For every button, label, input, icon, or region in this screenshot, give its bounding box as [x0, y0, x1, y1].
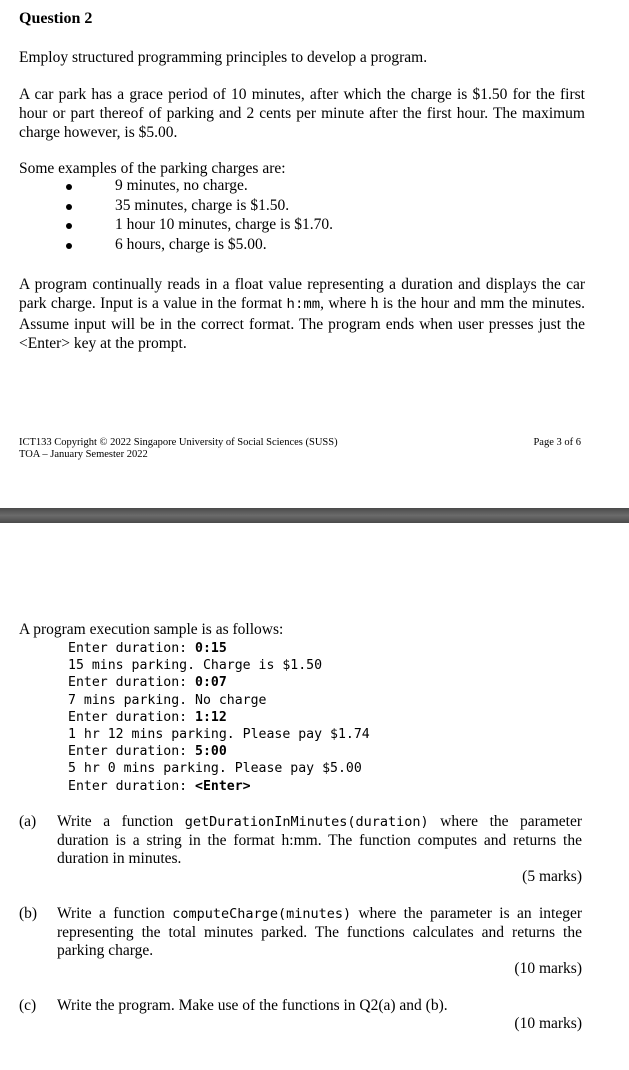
code-line: Enter duration: 1:12 [68, 709, 227, 725]
part-a-text: Write a function getDurationInMinutes(duration) where the parameter duration is a string in the format h:mm. The function computes and returns the duration in minutes. [57, 813, 582, 867]
bullet-icon [66, 204, 72, 210]
part-a-marks: (5 marks) [522, 868, 582, 885]
function-signature: computeCharge(minutes) [172, 906, 352, 922]
examples-intro: Some examples of the parking charges are: [19, 160, 286, 177]
sample-intro: A program execution sample is as follows: [19, 621, 284, 638]
code-line: Enter duration: 0:15 [68, 641, 227, 656]
code-line: 5 hr 0 mins parking. Please pay $5.00 [68, 761, 362, 777]
bullet-icon [66, 223, 72, 229]
code-line: Enter duration: 5:00 [68, 744, 227, 760]
code-line: 1 hr 12 mins parking. Please pay $1.74 [68, 727, 370, 743]
part-c-text: Write the program. Make use of the functions in Q2(a) and (b). [57, 997, 448, 1014]
part-a-label: (a) [19, 813, 37, 830]
question-heading: Question 2 [19, 10, 93, 27]
format-code: h:mm [286, 297, 321, 313]
code-line: Enter duration: 0:07 [68, 675, 227, 691]
page-number: Page 3 of 6 [533, 437, 581, 448]
page-4 [0, 523, 629, 1070]
page-3: Question 2 Employ structured programming principles to develop a program. A car park has a grace period of 10 minutes, after which the charge is $1.50 for the first hour or part thereof of parking and 2 cents per minute after the first hour. The maximum charge however, is $5.00. Some examples of the parking charges are: 9 minutes, no charge. 35 minutes, charge is $1.50. 1 hour 10 minutes, charge is $1.70. 6 hours, charge is $5.00. A program continually reads in a float value representing a duration and displays the car park charge. Input is a value in the format h:mm, where h is the hour and mm the minutes. Assume input will be in the correct format. The program ends when user presses just the <Enter> key at the prompt. ICT133 Copyright © 2022 Singapore University of Social Sciences (SUSS) TOA – January Semester 2022 Page 3 of 6 [0, 0, 629, 508]
intro-paragraph: Employ structured programming principles to develop a program. [19, 49, 428, 66]
bullet-icon [66, 184, 72, 190]
part-c-label: (c) [19, 997, 37, 1014]
part-c-marks: (10 marks) [514, 1015, 582, 1032]
code-line: 7 mins parking. No charge [68, 692, 267, 708]
footer-copyright: ICT133 Copyright © 2022 Singapore University of Social Sciences (SUSS) TOA – January Semester 2022 [19, 437, 338, 460]
program-description: A program continually reads in a float value representing a duration and displays the car park charge. Input is a value in the format h:mm, where h is the hour and mm the minutes. Assume input will be in the correct format. The program ends when user presses just the <Enter> key at the prompt. [19, 276, 586, 352]
part-b-text: Write a function computeCharge(minutes) where the parameter is an integer representing the total minutes parked. The functions calculates and returns the parking charge. [57, 905, 582, 959]
execution-sample [68, 640, 370, 795]
problem-paragraph: A car park has a grace period of 10 minutes, after which the charge is $1.50 for the first hour or part thereof of parking and 2 cents per minute after the first hour. The maximum charge however, is $5.00. [19, 86, 585, 141]
part-b-label: (b) [19, 905, 38, 922]
bullet-icon [66, 243, 72, 249]
part-b-marks: (10 marks) [514, 960, 582, 977]
function-signature: getDurationInMinutes(duration) [184, 814, 429, 830]
page-separator [0, 508, 629, 523]
code-line: Enter duration: <Enter> [68, 778, 251, 794]
code-line: 15 mins parking. Charge is $1.50 [68, 658, 323, 674]
